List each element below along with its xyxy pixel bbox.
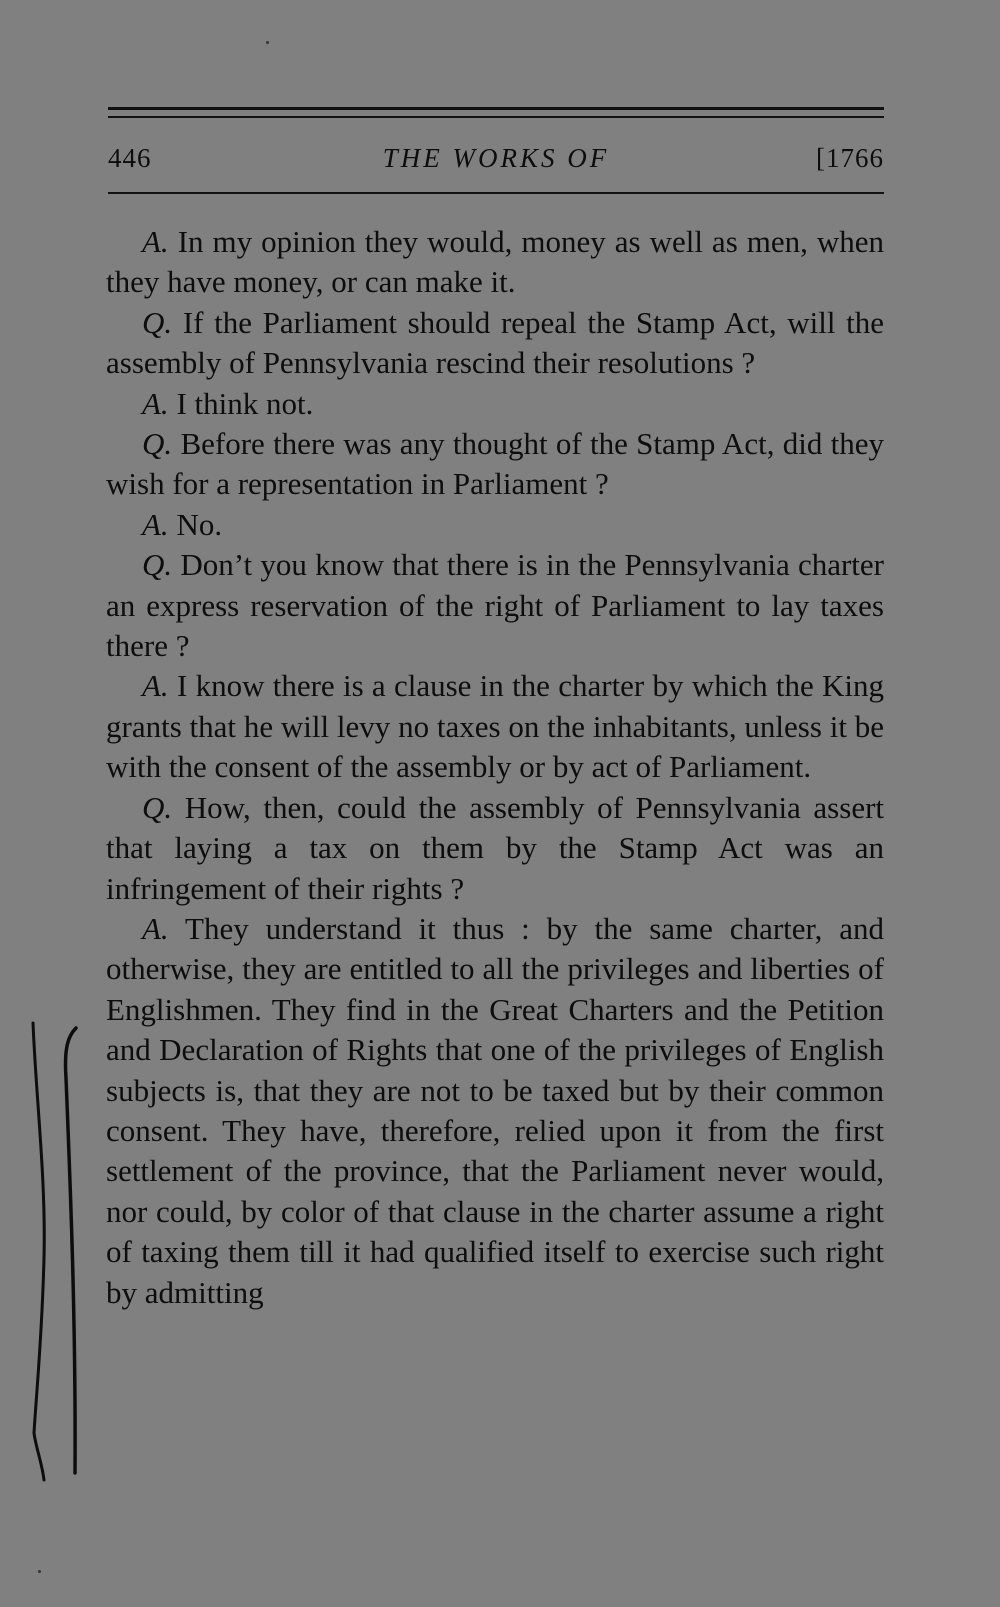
paragraph-text: They understand it thus : by the same charter, and otherwise, they are entitled to all the privileges and liberties of Englishmen. They find in the Great Charters and the Petition and Declaration of Rights that one of the privileges of English subjects is, that they are not to be taxed but by their common consent. They have, therefore, relied upon it from the first settlement of the province, that the Parliament never would, nor could, by color of that clause in the charter assume a right of taxing them till it had qualified itself to exercise such right by admitting: [106, 910, 884, 1310]
paragraph-question: [106, 424, 884, 505]
paper-speck: [266, 41, 269, 44]
paragraph-answer: [106, 909, 884, 1313]
speaker-label: Q.: [142, 789, 173, 825]
running-head: [108, 138, 884, 178]
speaker-label: Q.: [142, 304, 173, 340]
paragraph-text: Before there was any thought of the Stamp Act, did they wish for a representation in Parliament ?: [106, 426, 885, 502]
header-rule: [108, 192, 884, 194]
paragraph-text: I think not.: [176, 385, 314, 421]
paragraph-text: No.: [176, 506, 223, 542]
handwritten-margin-mark: [28, 1018, 88, 1488]
paragraph-answer: [106, 505, 884, 545]
paragraph-question: [106, 545, 884, 666]
paragraph-text: Don’t you know that there is in the Pennsylvania charter an express reservation of the right of Parliament to lay taxes there ?: [106, 547, 884, 664]
speaker-label: Q.: [142, 547, 173, 583]
speaker-label: A.: [142, 385, 169, 421]
speaker-label: Q.: [142, 426, 173, 462]
paper-speck: [38, 1570, 41, 1573]
running-year: [1766: [816, 143, 884, 173]
paragraph-answer: [106, 666, 884, 787]
paragraph-text: If the Parliament should repeal the Stamp Act, will the assembly of Pennsylvania rescind their resolutions ?: [106, 304, 884, 381]
top-double-rule-upper: [108, 107, 884, 110]
paragraph-text: How, then, could the assembly of Pennsylvania assert that laying a tax on them by the Stamp Act was an infringement of their rights ?: [106, 789, 885, 906]
paragraph-answer: [106, 384, 884, 424]
paragraph-text: In my opinion they would, money as well as men, when they have money, or can make it.: [106, 224, 885, 300]
speaker-label: A.: [142, 506, 169, 542]
top-double-rule-lower: [108, 116, 884, 118]
speaker-label: A.: [142, 910, 169, 946]
page-number: 446: [108, 143, 152, 173]
running-title: THE WORKS OF: [382, 143, 610, 173]
speaker-label: A.: [142, 224, 169, 259]
paragraph-question: [106, 788, 884, 909]
body-text: [106, 222, 884, 1313]
paragraph-answer: [106, 222, 884, 303]
speaker-label: A.: [142, 668, 169, 704]
paragraph-question: [106, 303, 884, 384]
paragraph-text: I know there is a clause in the charter by which the King grants that he will levy no taxes on the inhabitants, unless it be with the consent of the assembly or by act of Parliament.: [106, 668, 884, 785]
